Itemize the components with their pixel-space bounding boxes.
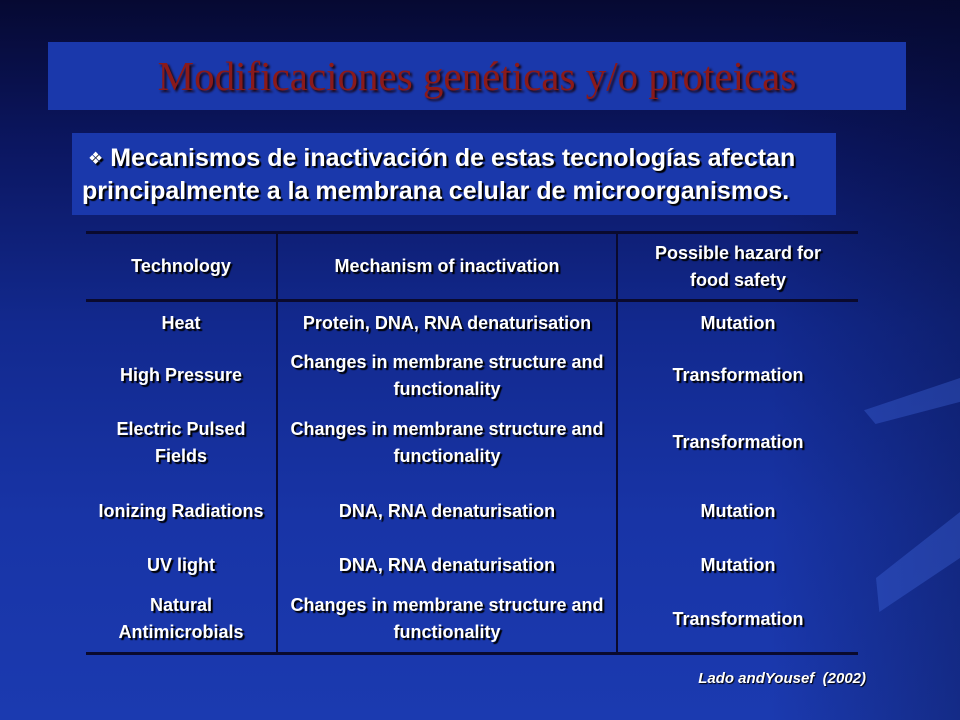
- cell-hazard: Transformation: [672, 365, 804, 385]
- citation: Lado andYousef (2002): [698, 670, 866, 687]
- background-swoosh-lower: [876, 512, 960, 612]
- table-body: [86, 301, 858, 654]
- cell-mechanism: DNA, RNA denaturisation: [277, 544, 617, 586]
- cell-mechanism: Changes in membrane structure and functionality: [277, 407, 617, 478]
- cell-mechanism: Protein, DNA, RNA denaturisation: [277, 301, 617, 345]
- cell-hazard: Transformation: [672, 432, 804, 452]
- cell-technology: Ionizing Radiations: [86, 478, 277, 544]
- slide-title: Modificaciones genéticas y/o proteicas: [157, 53, 797, 99]
- table-header-row: [86, 233, 858, 301]
- title-banner: [48, 42, 906, 110]
- header-hazard: [617, 233, 858, 301]
- table-row: [86, 544, 858, 586]
- table-row: [86, 301, 858, 345]
- cell-hazard: Mutation: [700, 554, 776, 575]
- bullet-box: [72, 133, 836, 215]
- cell-hazard: Transformation: [617, 586, 858, 654]
- header-technology: Technology: [86, 233, 277, 301]
- cell-hazard: Mutation: [700, 312, 776, 333]
- table-row: [86, 478, 858, 544]
- inactivation-technology-table: [86, 231, 858, 655]
- cell-mechanism: Changes in membrane structure and functionality: [277, 344, 617, 407]
- table-row: [86, 586, 858, 654]
- cell-mechanism: DNA, RNA denaturisation: [277, 478, 617, 544]
- cell-technology: Heat: [86, 301, 277, 345]
- cell-technology: High Pressure: [86, 344, 277, 407]
- background-swoosh-upper: [864, 378, 960, 424]
- table-header: [86, 233, 858, 301]
- header-hazard-label: Possible hazard for food safety: [654, 242, 822, 290]
- table-row: [86, 344, 858, 407]
- cell-technology: Electric Pulsed Fields: [86, 407, 277, 478]
- bullet-paragraph: [82, 142, 824, 207]
- cell-technology: UV light: [86, 544, 277, 586]
- cell-hazard: Mutation: [700, 500, 776, 521]
- diamond-bullet-icon: [88, 143, 103, 175]
- table-row: [86, 407, 858, 478]
- cell-technology: Natural Antimicrobials: [86, 586, 277, 654]
- cell-mechanism: Changes in membrane structure and functionality: [277, 586, 617, 654]
- bullet-text: Mecanismos de inactivación de estas tecnologías afectan principalmente a la membrana celular de microorganismos.: [82, 144, 796, 205]
- header-mechanism: Mechanism of inactivation: [277, 233, 617, 301]
